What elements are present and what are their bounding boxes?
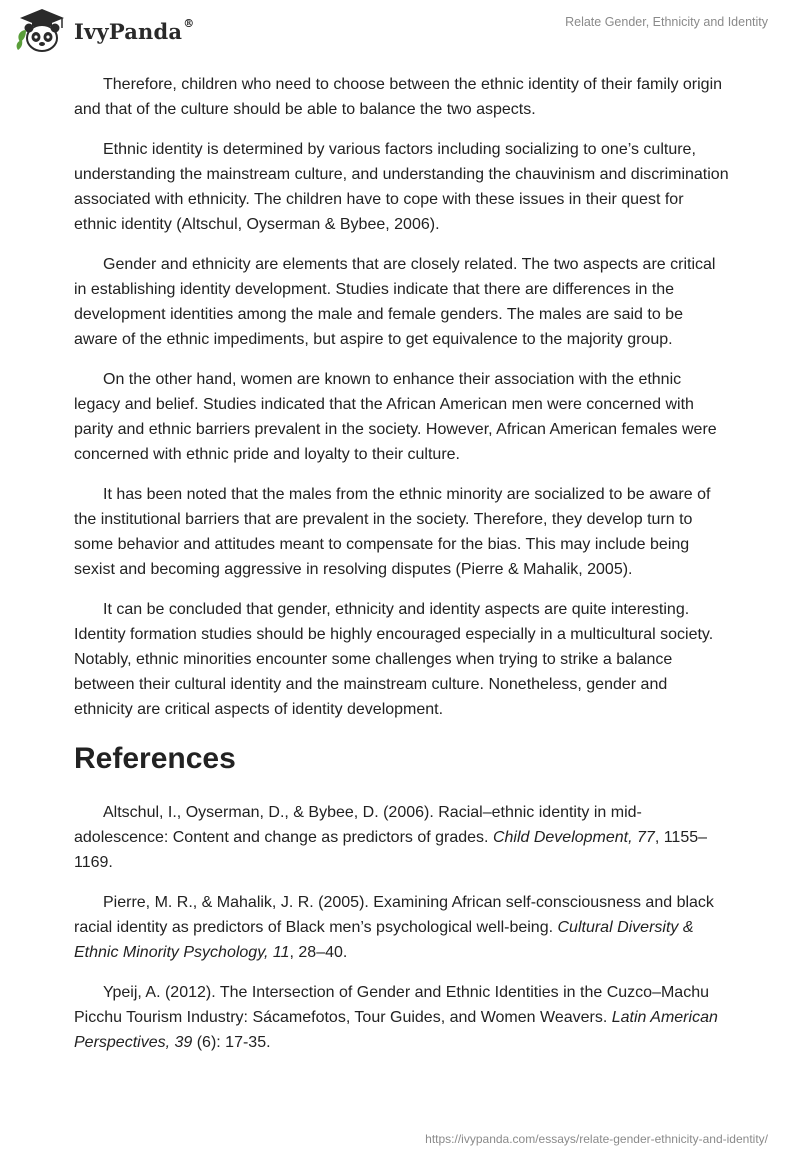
brand-logo[interactable] xyxy=(12,6,194,56)
essay-content xyxy=(74,70,730,1070)
source-url-link[interactable]: https://ivypanda.com/essays/relate-gender-ethnicity-and-identity/ xyxy=(425,1132,768,1146)
brand-name: IvyPanda® xyxy=(74,16,195,44)
paragraph: Therefore, children who need to choose between the ethnic identity of their family origin and that of the culture should be able to balance the two aspects. xyxy=(74,76,723,118)
document-title: Relate Gender, Ethnicity and Identity xyxy=(565,15,768,29)
paragraph: Gender and ethnicity are elements that are closely related. The two aspects are critical in establishing identity development. Studies indicate that there are differences in the development identities among the male and female genders. The males are said to be aware of the ethnic impediments, but aspire to get equivalence to the majority group. xyxy=(74,256,716,348)
reference-source: Child Development, 77 xyxy=(492,829,655,846)
panda-graduation-cap-icon xyxy=(12,6,70,56)
paragraph: It has been noted that the males from the ethnic minority are socialized to be aware of the institutional barriers that are prevalent in the society. Therefore, they develop turn to some behavior and attitudes meant to compensate for the bias. This may include being sexist and becoming aggressive in resolving disputes (Pierre & Mahalik, 2005). xyxy=(74,486,711,578)
references-heading: References xyxy=(74,742,236,775)
page-header xyxy=(0,0,800,64)
reference-item: Ypeij, A. (2012). The Intersection of Gender and Ethnic Identities in the Cuzco–Machu Picchu Tourism Industry: Sácamefotos, Tour Guides, and Women Weavers. Latin American Perspectives, 39 (6): 17-35. xyxy=(74,984,718,1051)
reference-source: Cultural Diversity & Ethnic Minority Psychology, 11 xyxy=(74,919,694,961)
paragraph: It can be concluded that gender, ethnicity and identity aspects are quite interesting. Identity formation studies should be highly encouraged especially in a multicultural society. Notably, ethnic minorities encounter some challenges when trying to strike a balance between their cultural identity and the mainstream culture. Nonetheless, gender and ethnicity are critical aspects of identity development. xyxy=(74,601,714,718)
reference-item: Pierre, M. R., & Mahalik, J. R. (2005). Examining African self-consciousness and black racial identity as predictors of Black men’s psychological well-being. Cultural Diversity & Ethnic Minority Psychology, 11, 28–40. xyxy=(74,894,714,961)
paragraph: Ethnic identity is determined by various factors including socializing to one’s culture, understanding the mainstream culture, and understanding the chauvinism and discrimination associated with ethnicity. The children have to cope with these issues in their quest for ethnic identity (Altschul, Oyserman & Bybee, 2006). xyxy=(74,141,729,233)
reference-item: Altschul, I., Oyserman, D., & Bybee, D. (2006). Racial–ethnic identity in mid-adolescence: Content and change as predictors of grades. Child Development, 77, 1155–1169. xyxy=(74,804,708,871)
paragraph: On the other hand, women are known to enhance their association with the ethnic legacy and belief. Studies indicated that the African American men were concerned with parity and ethnic barriers prevalent in the society. However, African American females were concerned with ethnic pride and loyalty to their culture. xyxy=(74,371,717,463)
registered-mark: ® xyxy=(183,16,195,30)
reference-source: Latin American Perspectives, 39 xyxy=(74,1009,718,1051)
